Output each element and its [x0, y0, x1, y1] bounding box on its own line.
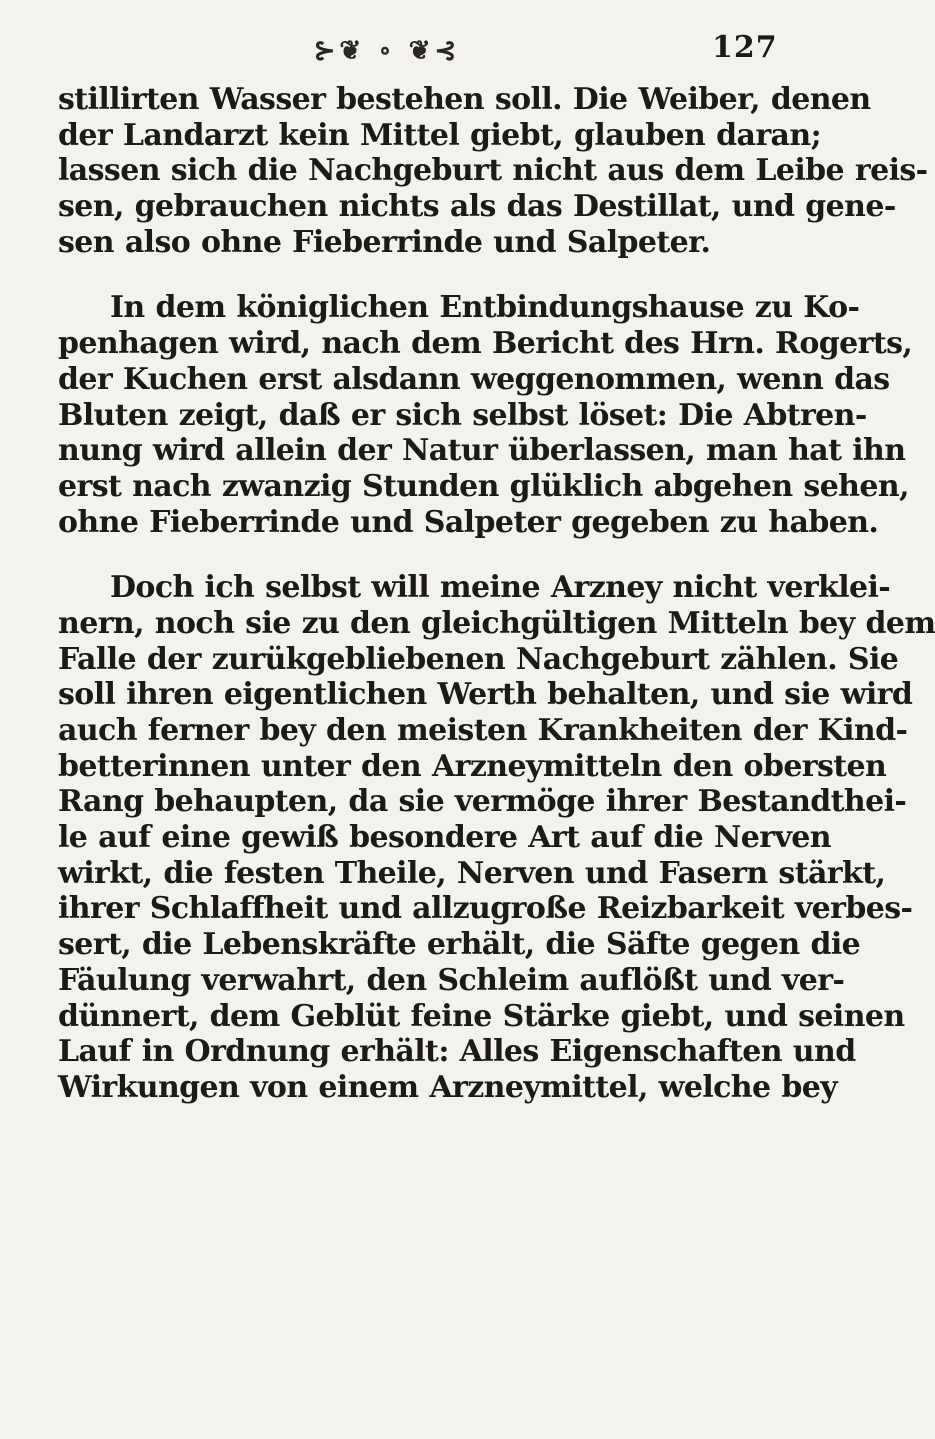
text-line: Lauf in Ordnung erhält: Alles Eigenschaften und: [58, 1034, 856, 1070]
text-line: Wirkungen von einem Arzneymittel, welche bey: [58, 1069, 838, 1105]
text-line: nung wird allein der Natur überlassen, man hat ihn: [58, 433, 906, 469]
text-line: sen, gebrauchen nichts als das Destillat, und gene-: [58, 189, 896, 225]
text-line: wirkt, die festen Theile, Nerven und Fasern stärkt,: [58, 855, 886, 891]
text-line: In dem königlichen Entbindungshause zu Ko-: [110, 290, 860, 326]
text-line: lassen sich die Nachgeburt nicht aus dem Leibe reis-: [58, 153, 928, 189]
paragraph-1: [58, 82, 928, 260]
page-header: [0, 22, 800, 72]
text-line: der Kuchen erst alsdann weggenommen, wenn das: [58, 361, 890, 397]
text-line: le auf eine gewiß besondere Art auf die Nerven: [58, 820, 831, 856]
text-line: soll ihren eigentlichen Werth behalten, und sie wird: [58, 677, 913, 713]
text-line: stillirten Wasser bestehen soll. Die Weiber, denen: [58, 82, 871, 117]
text-line: Doch ich selbst will meine Arzney nicht verklei-: [110, 570, 891, 606]
text-line: betterinnen unter den Arzneymitteln den obersten: [58, 748, 887, 784]
paragraph-3: [58, 570, 935, 1105]
text-line: der Landarzt kein Mittel giebt, glauben daran;: [58, 117, 822, 153]
page-number: 127: [712, 30, 778, 65]
text-line: Fäulung verwahrt, den Schleim auflößt und ver-: [58, 962, 845, 998]
text-line: Rang behaupten, da sie vermöge ihrer Bestandthei-: [58, 784, 907, 820]
text-line: ohne Fieberrinde und Salpeter gegeben zu haben.: [58, 504, 879, 540]
text-line: sert, die Lebenskräfte erhält, die Säfte gegen die: [58, 927, 861, 963]
text-line: erst nach zwanzig Stunden glüklich abgehen sehen,: [58, 468, 909, 504]
paragraph-2: [58, 290, 913, 540]
text-line: sen also ohne Fieberrinde und Salpeter.: [58, 224, 711, 260]
text-line: nern, noch sie zu den gleichgültigen Mitteln bey dem: [58, 605, 935, 641]
text-line: ihrer Schlaffheit und allzugroße Reizbarkeit verbes-: [58, 891, 913, 927]
text-line: Falle der zurükgebliebenen Nachgeburt zählen. Sie: [58, 641, 899, 677]
text-line: penhagen wird, nach dem Bericht des Hrn. Rogerts,: [58, 326, 913, 362]
text-line: auch ferner bey den meisten Krankheiten der Kind-: [58, 713, 908, 748]
text-line: dünnert, dem Geblüt feine Stärke giebt, und seinen: [58, 998, 905, 1034]
decorative-ornament: ⊱❦ ∘ ❦⊰: [313, 36, 461, 66]
text-line: Bluten zeigt, daß er sich selbst löset: Die Abtren-: [58, 397, 867, 433]
body-text: [58, 82, 935, 1136]
